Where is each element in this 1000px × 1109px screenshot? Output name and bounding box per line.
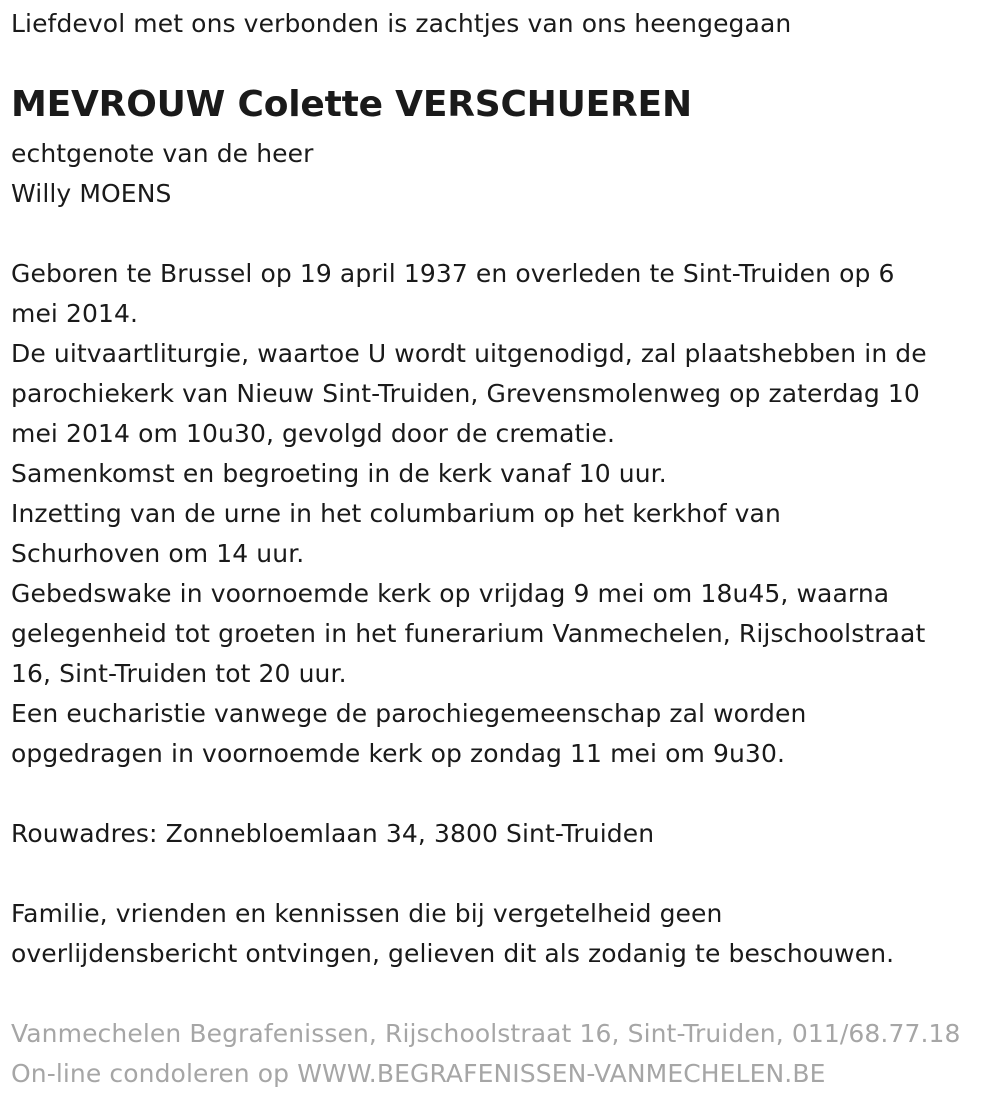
family-note: [11, 894, 894, 974]
intro-section: [11, 4, 791, 44]
intro-text: Liefdevol met ons verbonden is zachtjes van ons heengegaan: [11, 9, 792, 38]
note-line: overlijdensbericht ontvingen, gelieven dit als zodanig te beschouwen.: [11, 939, 895, 968]
details-line: parochiekerk van Nieuw Sint-Truiden, Grevensmolenweg op zaterdag 10: [11, 379, 920, 408]
details-line: Schurhoven om 14 uur.: [11, 539, 305, 568]
details-line: mei 2014 om 10u30, gevolgd door de crematie.: [11, 419, 616, 448]
details-line: Een eucharistie vanwege de parochiegemeenschap zal worden: [11, 699, 807, 728]
details-line: opgedragen in voornoemde kerk op zondag 11 mei om 9u30.: [11, 739, 785, 768]
funeral-home-footer: [11, 1014, 961, 1094]
address-text: Rouwadres: Zonnebloemlaan 34, 3800 Sint-Truiden: [11, 819, 655, 848]
funeral-home-info: Vanmechelen Begrafenissen, Rijschoolstraat 16, Sint-Truiden, 011/68.77.18: [11, 1019, 961, 1048]
note-line: Familie, vrienden en kennissen die bij vergetelheid geen: [11, 899, 723, 928]
details-line: Gebedswake in voornoemde kerk op vrijdag 9 mei om 18u45, waarna: [11, 579, 890, 608]
details-line: De uitvaartliturgie, waartoe U wordt uitgenodigd, zal plaatshebben in de: [11, 339, 927, 368]
spouse-section: [11, 134, 313, 214]
details-line: Inzetting van de urne in het columbarium op het kerkhof van: [11, 499, 781, 528]
details-line: 16, Sint-Truiden tot 20 uur.: [11, 659, 347, 688]
details-line: mei 2014.: [11, 299, 139, 328]
spouse-line: echtgenote van de heer: [11, 139, 314, 168]
mourning-address: [11, 814, 654, 854]
deceased-name: MEVROUW Colette VERSCHUEREN: [11, 84, 692, 125]
spouse-name: Willy MOENS: [11, 179, 172, 208]
details-line: Samenkomst en begroeting in de kerk vanaf 10 uur.: [11, 459, 667, 488]
condolence-website: On-line condoleren op WWW.BEGRAFENISSEN-VANMECHELEN.BE: [11, 1059, 826, 1088]
details-line: gelegenheid tot groeten in het funerarium Vanmechelen, Rijschoolstraat: [11, 619, 926, 648]
funeral-details: [11, 254, 927, 774]
details-line: Geboren te Brussel op 19 april 1937 en overleden te Sint-Truiden op 6: [11, 259, 895, 288]
